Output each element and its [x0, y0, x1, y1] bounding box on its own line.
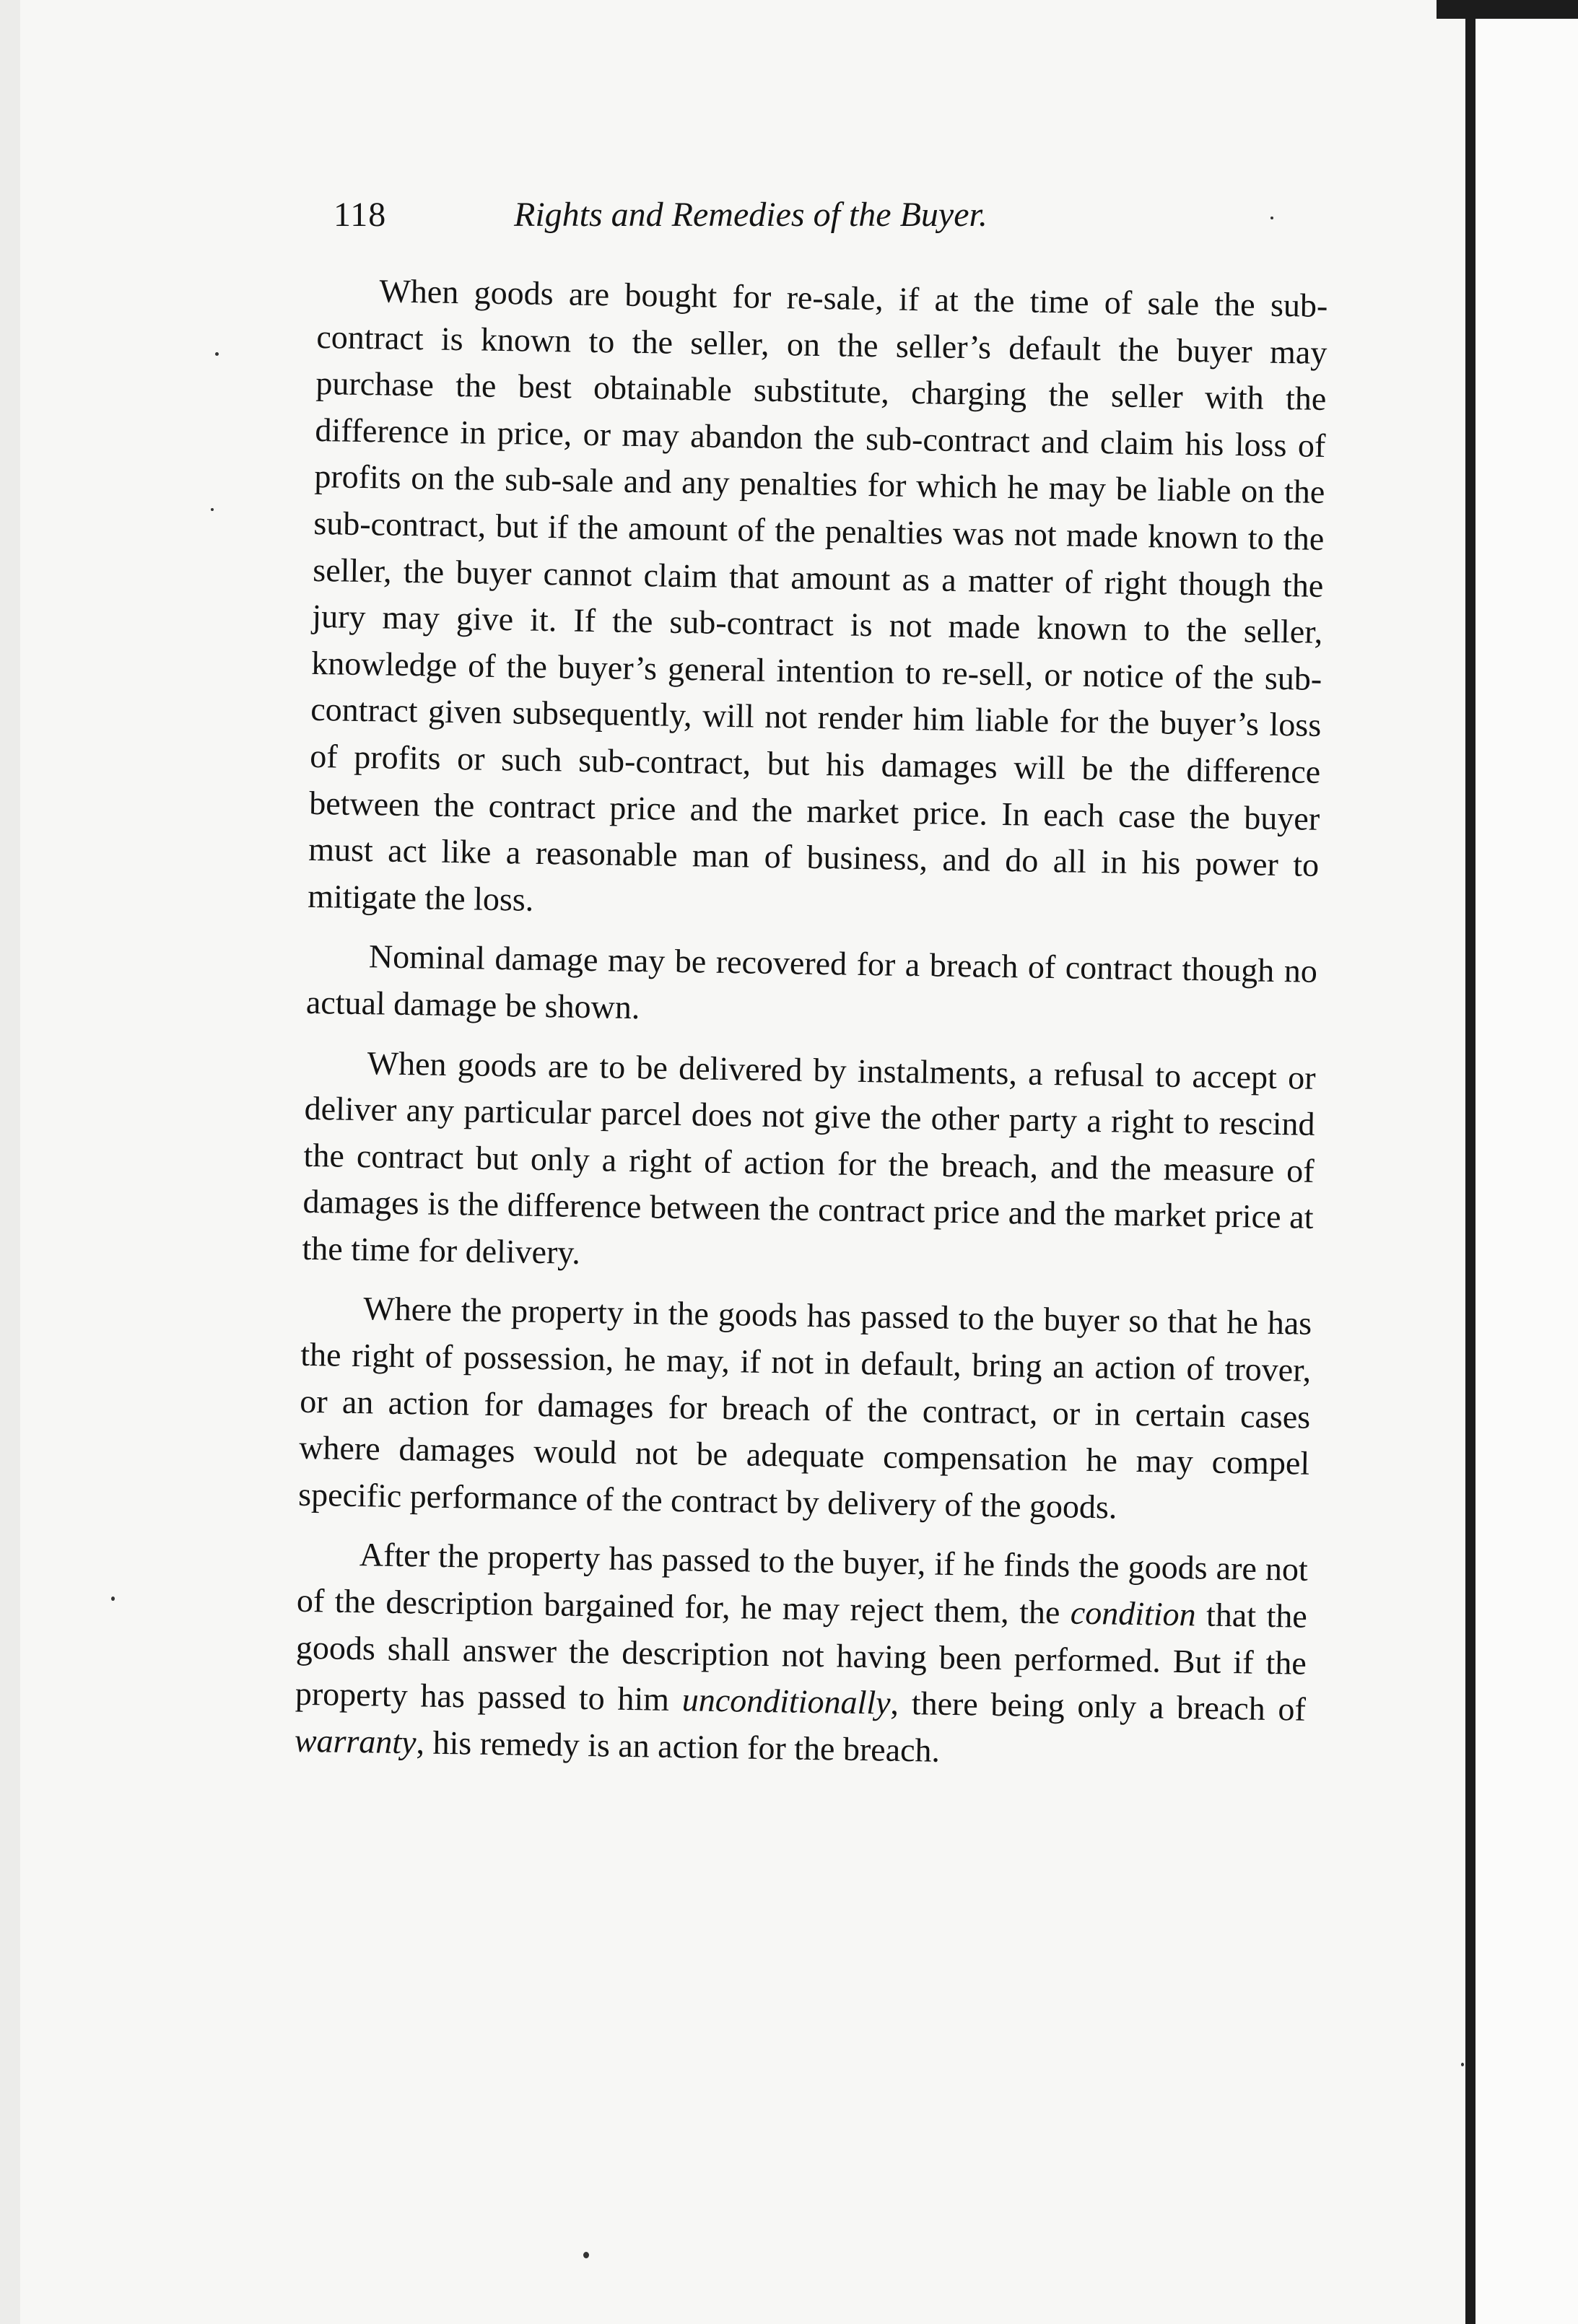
italic-term-condition: condition	[1070, 1594, 1197, 1633]
text-run: After the property has passed to the buyer, if he finds the goods are not of the description bargained for, he may reject them, the	[296, 1536, 1309, 1631]
page-edge-top	[1437, 0, 1578, 19]
page-number: 118	[334, 196, 387, 234]
running-title: Rights and Remedies of the Buyer.	[514, 196, 988, 234]
text-run: , there being only a breach of	[890, 1684, 1307, 1728]
body-text	[294, 267, 1328, 1793]
scan-right-margin	[1475, 19, 1578, 2324]
scan-speck	[111, 1596, 115, 1601]
paragraph-resale: When goods are bought for re-sale, if at the time of sale the sub-contract is known to the seller, on the seller’s default the buyer may purchase the best obtainable substitute, charging the seller with the difference in price, or may abandon the sub-contract and claim his loss of profits on the sub-sale and any penalties for which he may be liable on the sub-contract, but if the amount of the penalties was not made known to the seller, the buyer cannot claim that amount as a matter of right though the jury may give it. If the sub-contract is not made known to the seller, knowledge of the buyer’s general intention to re-sell, or notice of the sub-contract given subsequently, will not render him liable for the buyer’s loss of profits or such sub-contract, but his damages will be the difference between the contract price and the market price. In each case the buyer must act like a reasonable man of business, and do all in his power to mitigate the loss.	[307, 272, 1328, 918]
paragraph-property-passed: Where the property in the goods has passed to the buyer so that he has the right of possession, he may, if not in default, bring an action of trover, or an action for damages for breach of the contract, or in certain cases where damages would not be adequate compensation he may compel specific performance of the contract by delivery of the goods.	[297, 1290, 1312, 1526]
paragraph-condition-warranty	[294, 1531, 1308, 1780]
page-header	[334, 189, 1330, 247]
scan-speck	[215, 352, 219, 356]
scan-speck	[1461, 2063, 1464, 2066]
page-gutter-shadow	[0, 0, 20, 2324]
scan-speck	[211, 508, 214, 511]
paragraph-instalments: When goods are to be delivered by instalments, a refusal to accept or deliver any particular parcel does not give the other party a right to rescind the contract but only a right of action for the breach, and the measure of damages is the difference between the contract price and the market price at the time for delivery.	[302, 1044, 1316, 1271]
scan-speck	[1270, 217, 1273, 219]
text-run: , his remedy is an action for the breach.	[416, 1724, 941, 1769]
scan-speck	[583, 2252, 589, 2258]
italic-term-unconditionally: unconditionally	[681, 1681, 891, 1721]
text-run: that the goods shall answer the description not having been performed. But if the property has passed to him	[295, 1596, 1308, 1718]
page-edge-right	[1465, 13, 1475, 2324]
paragraph-nominal-damage: Nominal damage may be recovered for a breach of contract though no actual damage be shown.	[305, 938, 1318, 1026]
italic-term-warranty: warranty	[294, 1721, 417, 1761]
